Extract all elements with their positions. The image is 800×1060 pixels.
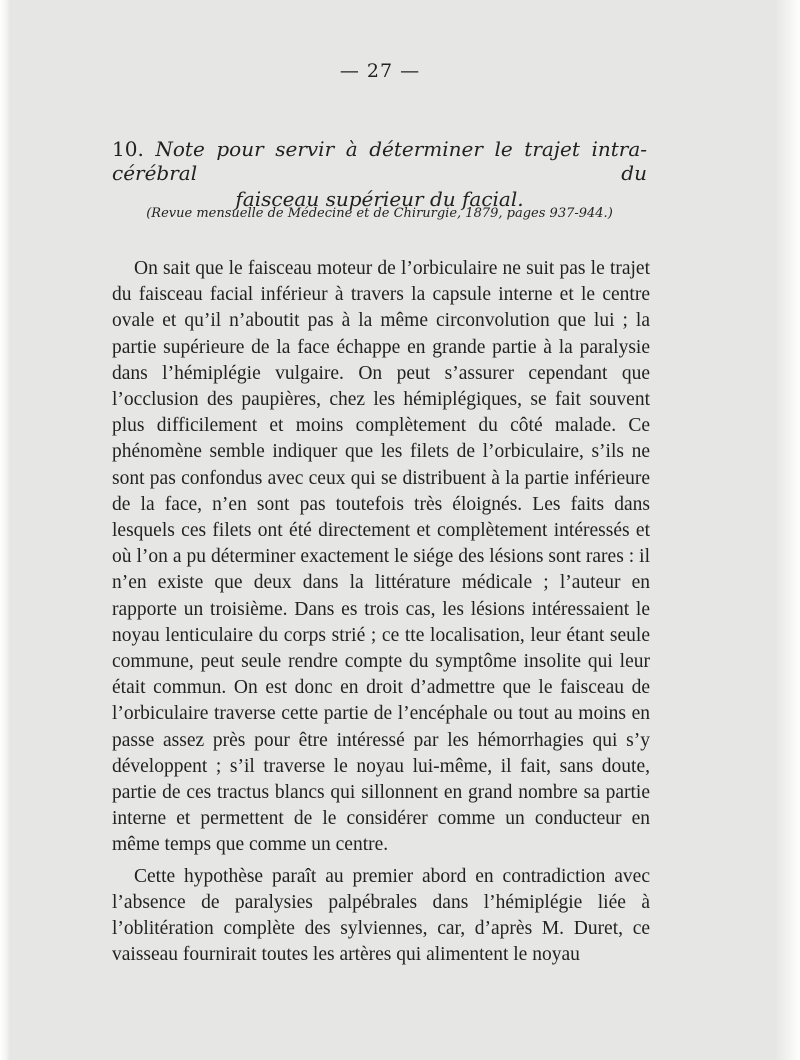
page-number: — 27 — xyxy=(339,60,421,82)
section-heading xyxy=(112,137,647,211)
body-text xyxy=(112,256,650,968)
heading-line-1 xyxy=(112,137,647,185)
heading-title-line-1: Note pour servir à déterminer le trajet intra-cérébral du xyxy=(112,137,648,185)
heading-title-line-2: faisceau supérieur du facial. xyxy=(235,187,524,211)
citation: (Revue mensuelle de Médecine et de Chirurgie, 1879, pages 937-944.) xyxy=(146,206,613,221)
section-number: 10. xyxy=(112,137,144,161)
paragraph-1: On sait que le faisceau moteur de l’orbiculaire ne suit pas le trajet du faisceau facial inférieur à travers la capsule interne et le centre ovale et qu’il n’aboutit pas à la même circonvolution que lui ; la partie supérieure de la face échappe en grande partie à la paralysie dans l’hémiplégie vulgaire. On peut s’assurer cependant que l’occlusion des paupières, chez les hémiplégiques, se fait souvent plus difficilement et moins complètement du côté malade. Ce phénomène semble indiquer que les filets de l’orbiculaire, s’ils ne sont pas confondus avec ceux qui se distribuent à la partie inférieure de la face, n’en sont pas toutefois très éloignés. Les faits dans lesquels ces filets ont été directement et complètement intéressés et où l’on a pu déterminer exactement le siége des lésions sont rares : il n’en existe que deux dans la littérature médicale ; l’auteur en rapporte un troisième. Dans es trois cas, les lésions intéressaient le noyau lenticulaire du corps strié ; ce tte localisation, leur étant seule commune, peut seule rendre compte du symptôme insolite qui leur était commun. On est donc en droit d’admettre que le faisceau de l’orbiculaire traverse cette partie de l’encéphale ou tout au moins en passe assez près pour être intéressé par les hémorrhagies qui s’y développent ; s’il traverse le noyau lui-même, il fait, sans doute, partie de ces tractus blancs qui sillonnent en grand nombre sa partie interne et permettent de le considérer comme un conducteur en même temps que comme un centre. xyxy=(112,258,650,856)
paragraph-2: Cette hypothèse paraît au premier abord en contradiction avec l’absence de paralysies palpébrales dans l’hémiplégie liée à l’oblitération complète des sylviennes, car, d’après M. Duret, ce vaisseau fournirait toutes les artères qui alimentent le noyau xyxy=(112,865,650,966)
